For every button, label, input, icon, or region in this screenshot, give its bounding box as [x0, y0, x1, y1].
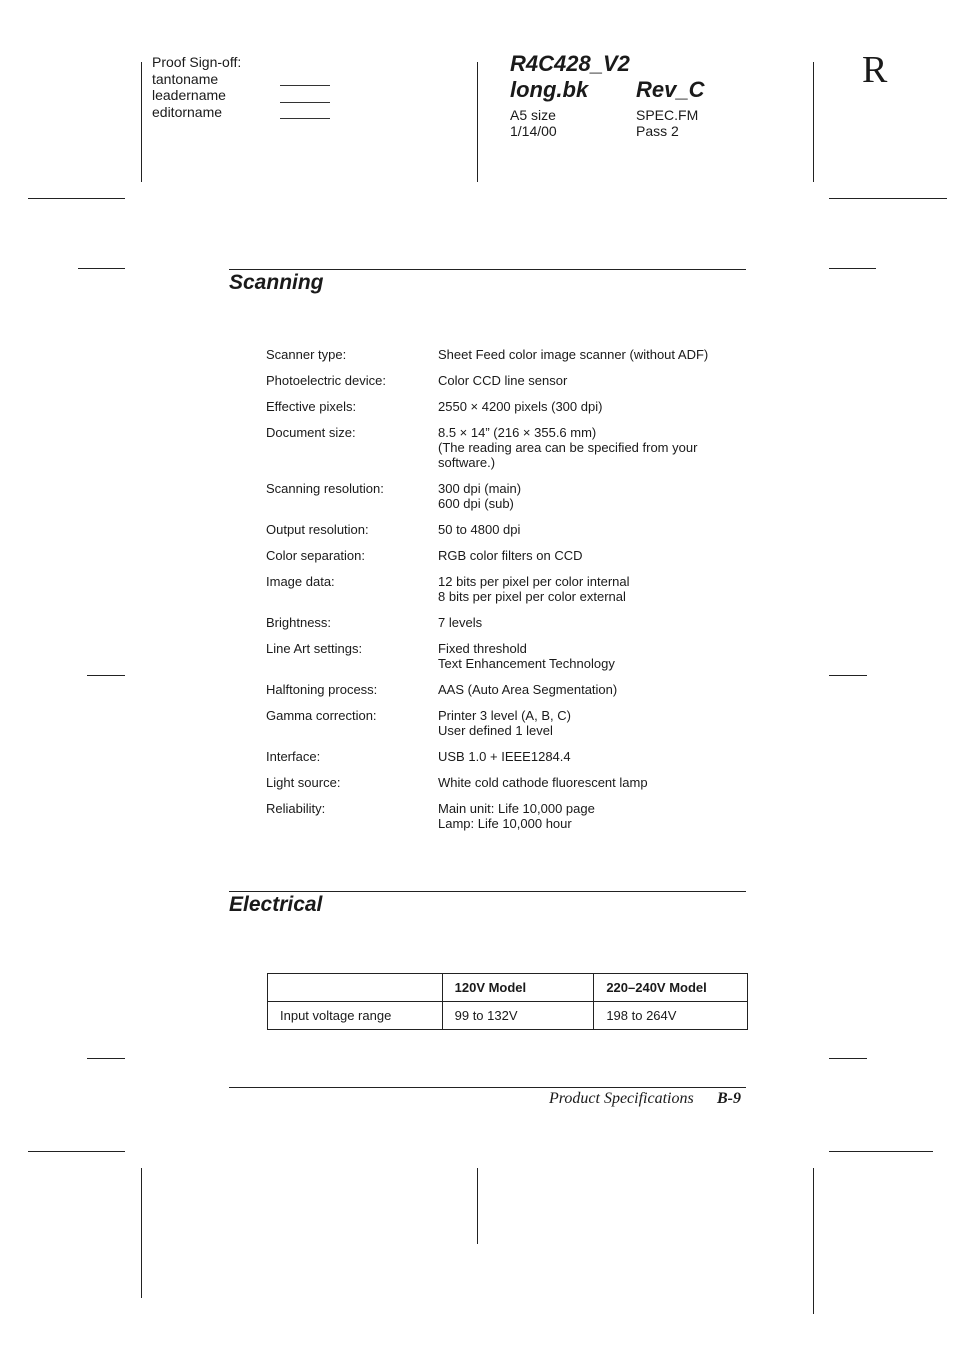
footer-section-name: Product Specifications	[549, 1090, 694, 1107]
signoff-blank-line-2	[280, 102, 330, 103]
crop-mark-bottom-center-vertical	[477, 1168, 478, 1244]
spec-value-line: (The reading area can be specified from your	[438, 440, 698, 455]
table-cell-120v: 99 to 132V	[442, 1002, 594, 1030]
spec-value	[438, 775, 746, 790]
spec-label: Light source:	[266, 775, 341, 790]
header-file-name: SPEC.FM	[636, 107, 699, 123]
scanning-rule	[229, 269, 746, 270]
footer-page-number: B-9	[717, 1090, 741, 1107]
spec-value-line: Sheet Feed color image scanner (without ADF)	[438, 347, 709, 362]
crop-mark-bottom-left-vertical	[141, 1168, 142, 1298]
margin-mark-right-1	[829, 268, 876, 269]
spec-value	[438, 347, 746, 362]
spec-value-line: 12 bits per pixel per color internal	[438, 574, 630, 589]
spec-label: Image data:	[266, 574, 335, 589]
table-cell-220-240v: 198 to 264V	[594, 1002, 748, 1030]
footer-rule	[229, 1087, 746, 1088]
header-revision: Rev_C	[636, 77, 705, 102]
spec-value	[438, 522, 746, 537]
spec-value	[438, 641, 746, 671]
spec-label: Document size:	[266, 425, 356, 440]
margin-mark-left-2	[87, 675, 125, 676]
spec-row	[266, 775, 746, 790]
margin-mark-right-3	[829, 1058, 867, 1059]
spec-label: Scanner type:	[266, 347, 347, 362]
spec-row	[266, 347, 746, 362]
spec-value-line: 300 dpi (main)	[438, 481, 522, 496]
scanning-spec-list	[266, 347, 746, 842]
margin-mark-right-2	[829, 675, 867, 676]
spec-row	[266, 522, 746, 537]
table-header-blank	[268, 974, 443, 1002]
spec-value-line: Fixed threshold	[438, 641, 527, 656]
header-doc-id: R4C428_V2	[510, 51, 630, 76]
spec-value	[438, 682, 746, 697]
header-date: 1/14/00	[510, 123, 557, 139]
spec-value	[438, 373, 746, 388]
spec-label: Output resolution:	[266, 522, 369, 537]
electrical-heading: Electrical	[229, 893, 323, 916]
spec-row	[266, 641, 746, 671]
spec-value-line: 7 levels	[438, 615, 483, 630]
header-book-name: long.bk	[510, 77, 589, 102]
spec-label: Scanning resolution:	[266, 481, 384, 496]
spec-value	[438, 801, 746, 831]
spec-value-line: software.)	[438, 455, 496, 470]
header-page-mark: R	[862, 49, 888, 91]
spec-value	[438, 749, 746, 764]
spec-label: Halftoning process:	[266, 682, 378, 697]
spec-row	[266, 548, 746, 563]
spec-label: Line Art settings:	[266, 641, 363, 656]
spec-value-line: AAS (Auto Area Segmentation)	[438, 682, 618, 697]
spec-value-line: 8 bits per pixel per color external	[438, 589, 626, 604]
spec-row	[266, 615, 746, 630]
spec-value-line: 2550 × 4200 pixels (300 dpi)	[438, 399, 603, 414]
spec-value-line: RGB color filters on CCD	[438, 548, 583, 563]
spec-value	[438, 615, 746, 630]
spec-row	[266, 682, 746, 697]
spec-label: Photoelectric device:	[266, 373, 386, 388]
margin-mark-left-3	[87, 1058, 125, 1059]
crop-mark-top-left-horizontal	[28, 198, 125, 199]
proof-name-leader: leadername	[152, 87, 226, 103]
crop-mark-bottom-right-vertical	[813, 1168, 814, 1314]
spec-value	[438, 708, 746, 738]
crop-mark-top-right-vertical	[813, 62, 814, 182]
spec-value-line: Text Enhancement Technology	[438, 656, 615, 671]
spec-row	[266, 708, 746, 738]
spec-value-line: 600 dpi (sub)	[438, 496, 514, 511]
electrical-rule	[229, 891, 746, 892]
spec-value-line: User defined 1 level	[438, 723, 553, 738]
spec-value-line: USB 1.0 + IEEE1284.4	[438, 749, 571, 764]
spec-label: Brightness:	[266, 615, 332, 630]
crop-mark-top-center-vertical	[477, 62, 478, 182]
crop-mark-bottom-right-horizontal	[829, 1151, 933, 1152]
proof-signoff	[152, 54, 241, 120]
spec-value-line: White cold cathode fluorescent lamp	[438, 775, 648, 790]
table-header-220-240v: 220–240V Model	[594, 974, 748, 1002]
electrical-table	[267, 973, 748, 1030]
spec-label: Effective pixels:	[266, 399, 357, 414]
spec-value-line: 8.5 × 14” (216 × 355.6 mm)	[438, 425, 597, 440]
crop-mark-top-right-horizontal	[829, 198, 947, 199]
table-header-120v: 120V Model	[442, 974, 594, 1002]
spec-row	[266, 481, 746, 511]
spec-row	[266, 801, 746, 831]
proof-name-tanto: tantoname	[152, 70, 219, 87]
header-pass: Pass 2	[636, 123, 679, 139]
spec-value	[438, 425, 746, 470]
spec-value-line: Lamp: Life 10,000 hour	[438, 816, 572, 831]
spec-row	[266, 373, 746, 388]
spec-value-line: Main unit: Life 10,000 page	[438, 801, 595, 816]
spec-value-line: Printer 3 level (A, B, C)	[438, 708, 571, 723]
spec-value	[438, 481, 746, 511]
spec-label: Gamma correction:	[266, 708, 377, 723]
table-row	[268, 1002, 748, 1030]
proof-name-editor: editorname	[152, 103, 223, 120]
table-cell-label: Input voltage range	[268, 1002, 443, 1030]
spec-value-line: 50 to 4800 dpi	[438, 522, 521, 537]
table-header-row	[268, 974, 748, 1002]
spec-row	[266, 749, 746, 764]
proof-signoff-title: Proof Sign-off:	[152, 54, 242, 70]
crop-mark-top-left-vertical	[141, 62, 142, 182]
margin-mark-left-1	[78, 268, 125, 269]
spec-value	[438, 399, 746, 414]
spec-value	[438, 548, 746, 563]
spec-value-line: Color CCD line sensor	[438, 373, 568, 388]
spec-row	[266, 399, 746, 414]
spec-value	[438, 574, 746, 604]
crop-mark-bottom-left-horizontal	[28, 1151, 125, 1152]
spec-row	[266, 574, 746, 604]
scanning-heading: Scanning	[229, 271, 324, 294]
spec-label: Reliability:	[266, 801, 326, 816]
signoff-blank-line-3	[280, 118, 330, 119]
spec-label: Color separation:	[266, 548, 365, 563]
spec-row	[266, 425, 746, 470]
header-page-size: A5 size	[510, 107, 556, 123]
spec-label: Interface:	[266, 749, 321, 764]
signoff-blank-line-1	[280, 85, 330, 86]
